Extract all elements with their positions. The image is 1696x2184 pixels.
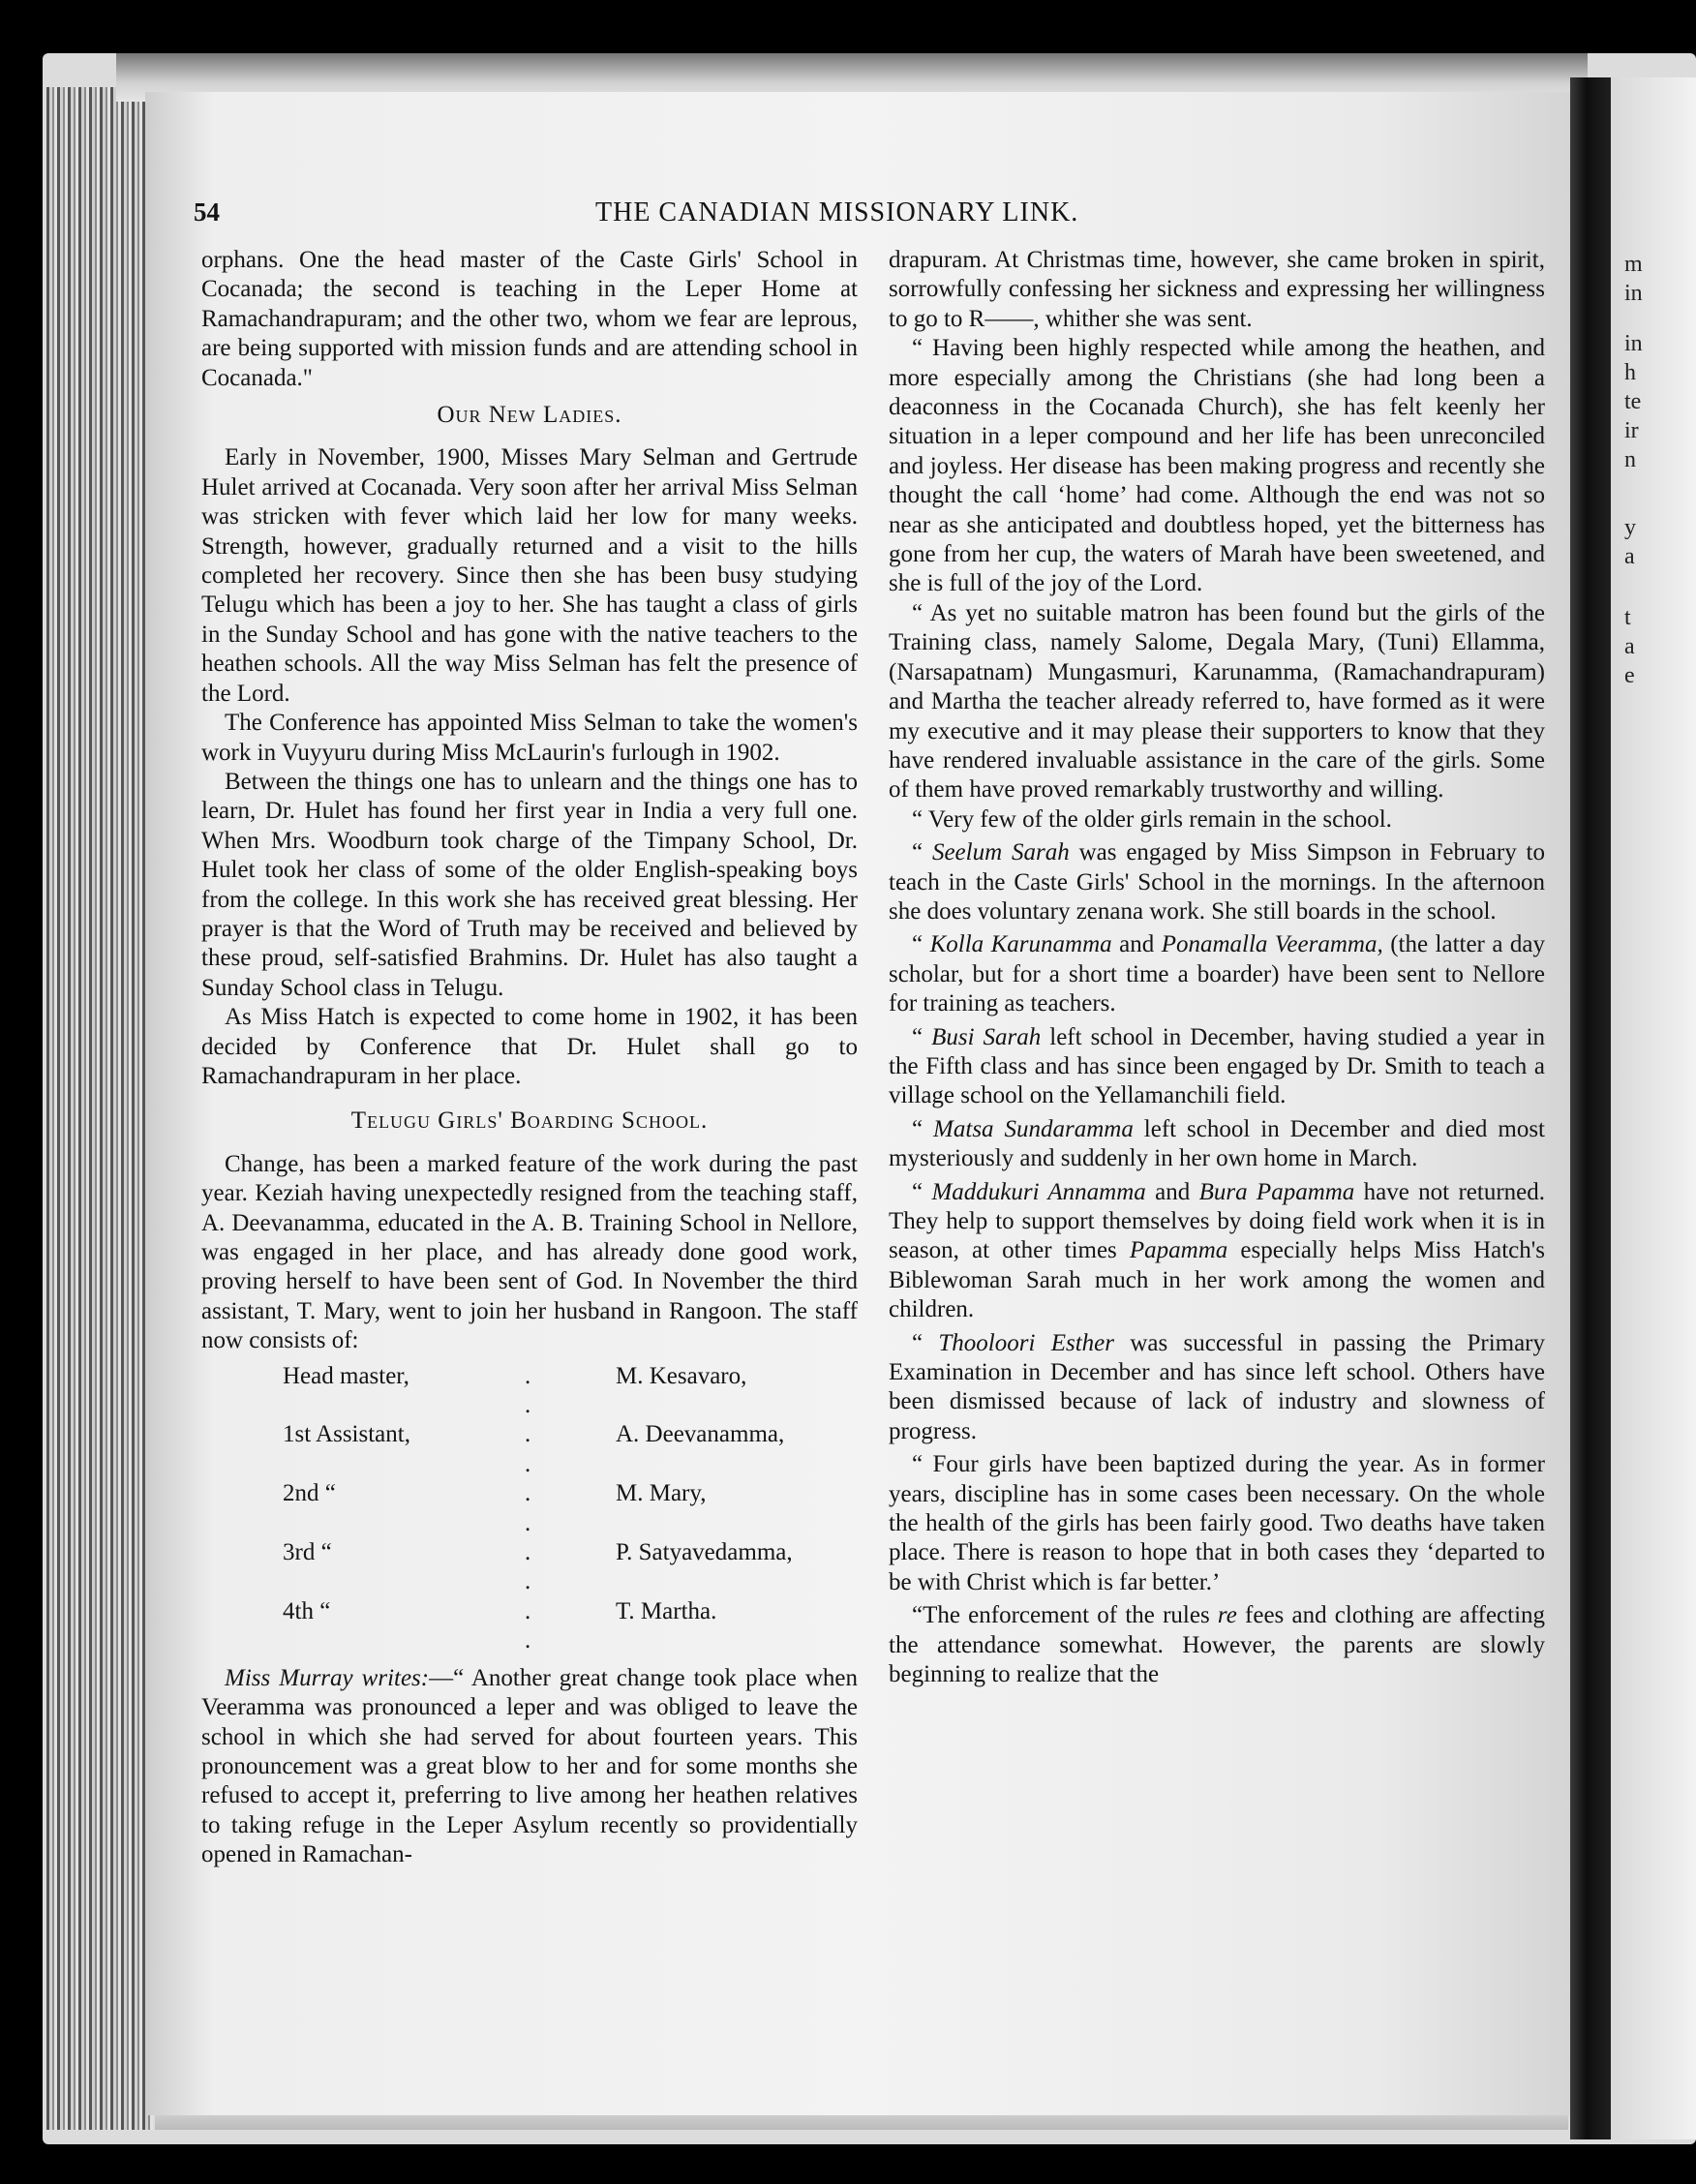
fragment: t <box>1624 605 1631 630</box>
page-edges-left <box>46 87 153 2130</box>
fragment: in <box>1624 281 1643 306</box>
paragraph-text: and <box>1119 931 1155 958</box>
italic-name: Seelum Sarah <box>931 839 1070 866</box>
staff-name: M. Kesavaro, <box>616 1362 747 1389</box>
paragraph-text: (the latter a day scholar, but for a short time a boarder) have been sent to Nellore for training as teachers. <box>889 931 1546 1017</box>
staff-list <box>201 1362 858 1656</box>
staff-role: 2nd “ <box>283 1480 336 1507</box>
fragment: h <box>1624 360 1636 385</box>
running-head: THE CANADIAN MISSIONARY LINK. <box>595 197 1079 228</box>
staff-name: A. Deevanamma, <box>616 1421 785 1448</box>
paragraph: Change, has been a marked feature of the work during the past year. Keziah having unexpectedly resigned from the teaching staff, A. Deevanamma, educated in the A. B. Training School in Nellore, was engaged in her place, and has already done good work, proving herself to have been sent of God. In November the third assistant, T. Mary, went to join her husband in Rangoon. The staff now consists of: <box>201 1150 858 1354</box>
staff-row <box>201 1420 858 1479</box>
paragraph: “ Thooloori Esther was successful in passing the Primary Examination in December and has since left school. Others have been dismissed because of lack of industry and slowness of progress. <box>889 1329 1546 1444</box>
paragraph: “ Busi Sarah left school in December, having studied a year in the Fifth class and has since been engaged by Dr. Smith to teach a village school on the Yellamanchili field. <box>889 1023 1545 1109</box>
italic-name: Thooloori Esther <box>938 1329 1115 1356</box>
paragraph-text: and <box>1155 1178 1191 1205</box>
paragraph: orphans. One the head master of the Caste Girls' School in Cocanada; the second is teaching in the Leper Home at Ramachandrapuram; and the other two, whom we fear are leprous, are being supported with mission funds and are attending school in Cocanada." <box>201 247 858 391</box>
staff-name: M. Mary, <box>616 1480 707 1507</box>
italic-name: Papamma <box>1129 1237 1228 1264</box>
paragraph-text: —“ Another great change took place when Veeramma was pronounced a leper and was obliged to leave the school in which she had served for about fourteen years. This pronouncement was a great blow to her and for some months she refused to accept it, preferring to live among her heathen relatives to taking refuge in the Leper Asylum recently so providentially opened in Ramachan- <box>201 1664 858 1868</box>
paragraph-text: especially helps Miss Hatch's Biblewoman Sarah much in her work among the women and children. <box>889 1237 1546 1323</box>
leader-dots: . . <box>525 1480 557 1536</box>
fragment: m <box>1624 252 1643 277</box>
leader-dots: . . <box>525 1421 557 1477</box>
italic-name: Maddukuri Annamma <box>931 1178 1146 1205</box>
facing-page-fragment <box>1611 77 1696 2139</box>
fragment: a <box>1624 544 1635 569</box>
paragraph: “ Having been highly respected while among the heathen, and more especially among the Christians (she had long been a deaconness in the Cocanada Church), she has felt keenly her situation in a leper compound and her life has been unreconciled and joyless. Her disease has been making progress and recently she thought the call ‘home’ had come. Although the end was not so near as she anticipated and doubtless hoped, yet the bitterness has gone from her cup, the waters of Marah have been sweetened, and she is full of the joy of the Lord. <box>889 335 1545 597</box>
paragraph <box>201 1664 858 1870</box>
paragraph: “ Maddukuri Annamma and Bura Papamma have not returned. They help to support themselves by doing field work when it is in season, at other times Papamma especially helps Miss Hatch's Biblewoman Sarah much in her work among the women and children. <box>889 1178 1546 1323</box>
right-column <box>889 246 1545 1690</box>
book-gutter <box>1570 77 1611 2139</box>
staff-row <box>201 1362 858 1421</box>
fragment: e <box>1624 663 1635 688</box>
italic-name: Busi Sarah <box>931 1023 1042 1050</box>
paragraph: “ Very few of the older girls remain in the school. <box>912 805 1392 833</box>
fragment: in <box>1624 331 1643 356</box>
paragraph-text: was successful in passing the Primary Examination in December and has since left school. Others have been dismissed because of lack of industry and slowness of progress. <box>889 1329 1546 1444</box>
paragraph: Between the things one has to unlearn and the things one has to learn, Dr. Hulet has found her first year in India a very full one. When Mrs. Woodburn took charge of the Timpany School, Dr. Hulet took her class of some of the older English-speaking boys from the college. In this work she has received great blessing. Her prayer is that the Word of Truth may be received and believed by these proud, self-satisfied Brahmins. Dr. Hulet has also taught a Sunday School class in Telugu. <box>201 768 858 1001</box>
paragraph: “ Matsa Sundaramma left school in December and died most mysteriously and suddenly in her own home in March. <box>889 1115 1545 1172</box>
fragment: n <box>1624 447 1636 472</box>
paragraph: As Miss Hatch is expected to come home in 1902, it has been decided by Conference that Dr. Hulet shall go to Ramachandrapuram in her place. <box>201 1004 858 1089</box>
paragraph: “ Kolla Karunamma and Ponamalla Veeramma, (the latter a day scholar, but for a short time a boarder) have been sent to Nellore for training as teachers. <box>889 931 1546 1017</box>
paragraph-text: have not returned. They help to support themselves by doing field work when it is in season, at other times <box>889 1178 1546 1264</box>
italic-name: Ponamalla Veeramma, <box>1161 931 1383 958</box>
staff-role: 1st Assistant, <box>283 1421 410 1448</box>
paragraph <box>889 1601 1545 1689</box>
staff-row <box>201 1597 858 1656</box>
staff-name: P. Satyavedamma, <box>616 1539 793 1566</box>
staff-role: 3rd “ <box>283 1539 332 1566</box>
italic-name: Kolla Karunamma <box>929 931 1112 958</box>
fragment: y <box>1624 515 1636 540</box>
staff-row <box>201 1538 858 1597</box>
italic-lead: Miss Murray writes: <box>225 1664 430 1691</box>
paragraph: The Conference has appointed Miss Selman to take the women's work in Vuyyuru during Miss McLaurin's furlough in 1902. <box>201 710 858 766</box>
leader-dots: . . <box>525 1539 557 1595</box>
paragraph: “ As yet no suitable matron has been found but the girls of the Training class, namely Salome, Degala Mary, (Tuni) Ellamma, (Narsapatnam) Mungasmuri, Karunamma, (Ramachandrapuram) and Martha the teacher already referred to, have formed as it were my executive and it may please their supporters to know that they have rendered invaluable assistance in the care of the girls. Some of them have proved remarkably trustworthy and willing. <box>889 599 1545 804</box>
page-number: 54 <box>194 197 220 227</box>
page-header <box>194 197 1549 236</box>
section-heading: Our New Ladies. <box>437 402 622 429</box>
fragment: a <box>1624 634 1635 659</box>
staff-role: 4th “ <box>283 1597 331 1624</box>
paragraph-text: left school in December, having studied a year in the Fifth class and has since been engaged by Dr. Smith to teach a village school on the Yellamanchili field. <box>889 1023 1545 1109</box>
leader-dots: . . <box>525 1362 557 1419</box>
paragraph-text: left school in December and died most mysteriously and suddenly in her own home in March. <box>889 1115 1545 1172</box>
fragment: ir <box>1624 418 1639 443</box>
paragraph-text: fees and clothing are affecting the attendance somewhat. However, the parents are slowly beginning to realize that the <box>889 1602 1546 1688</box>
leader-dots: . . <box>525 1597 557 1654</box>
fragment: te <box>1624 389 1642 414</box>
italic-word: re <box>1217 1602 1237 1629</box>
italic-name: Matsa Sundaramma <box>933 1115 1134 1142</box>
paragraph: drapuram. At Christmas time, however, she came broken in spirit, sorrowfully confessing her sickness and expressing her willingness to go to R——, whither she was sent. <box>889 247 1545 332</box>
paragraph-text: “The enforcement of the rules <box>912 1602 1210 1629</box>
staff-role: Head master, <box>283 1362 409 1389</box>
paragraph: “ Four girls have been baptized during the year. As in former years, discipline has in some cases been necessary. On the whole the health of the girls has been fairly good. Two deaths have taken place. There is reason to hope that in both cases they ‘departed to be with Christ which is far better.’ <box>889 1451 1545 1595</box>
paragraph-text: was engaged by Miss Simpson in February to teach in the Caste Girls' School in the mornings. In the afternoon she does voluntary zenana work. She still boards in the school. <box>889 839 1546 925</box>
left-column <box>201 246 858 1870</box>
staff-name: T. Martha. <box>616 1597 717 1624</box>
italic-name: Bura Papamma <box>1198 1178 1355 1205</box>
staff-row <box>201 1479 858 1538</box>
paragraph: Early in November, 1900, Misses Mary Selman and Gertrude Hulet arrived at Cocanada. Very soon after her arrival Miss Selman was stricken with fever which laid her low for many weeks. Strength, however, gradually returned and a visit to the hills completed her recovery. Since then she has been busy studying Telugu which has been a joy to her. She has taught a class of girls in the Sunday School and has gone with the native teachers to the heathen schools. All the way Miss Selman has felt the presence of the Lord. <box>201 444 858 707</box>
paragraph: “ Seelum Sarah was engaged by Miss Simpson in February to teach in the Caste Girls' School in the mornings. In the afternoon she does voluntary zenana work. She still boards in the school. <box>889 839 1546 925</box>
section-heading: Telugu Girls' Boarding School. <box>350 1107 709 1135</box>
